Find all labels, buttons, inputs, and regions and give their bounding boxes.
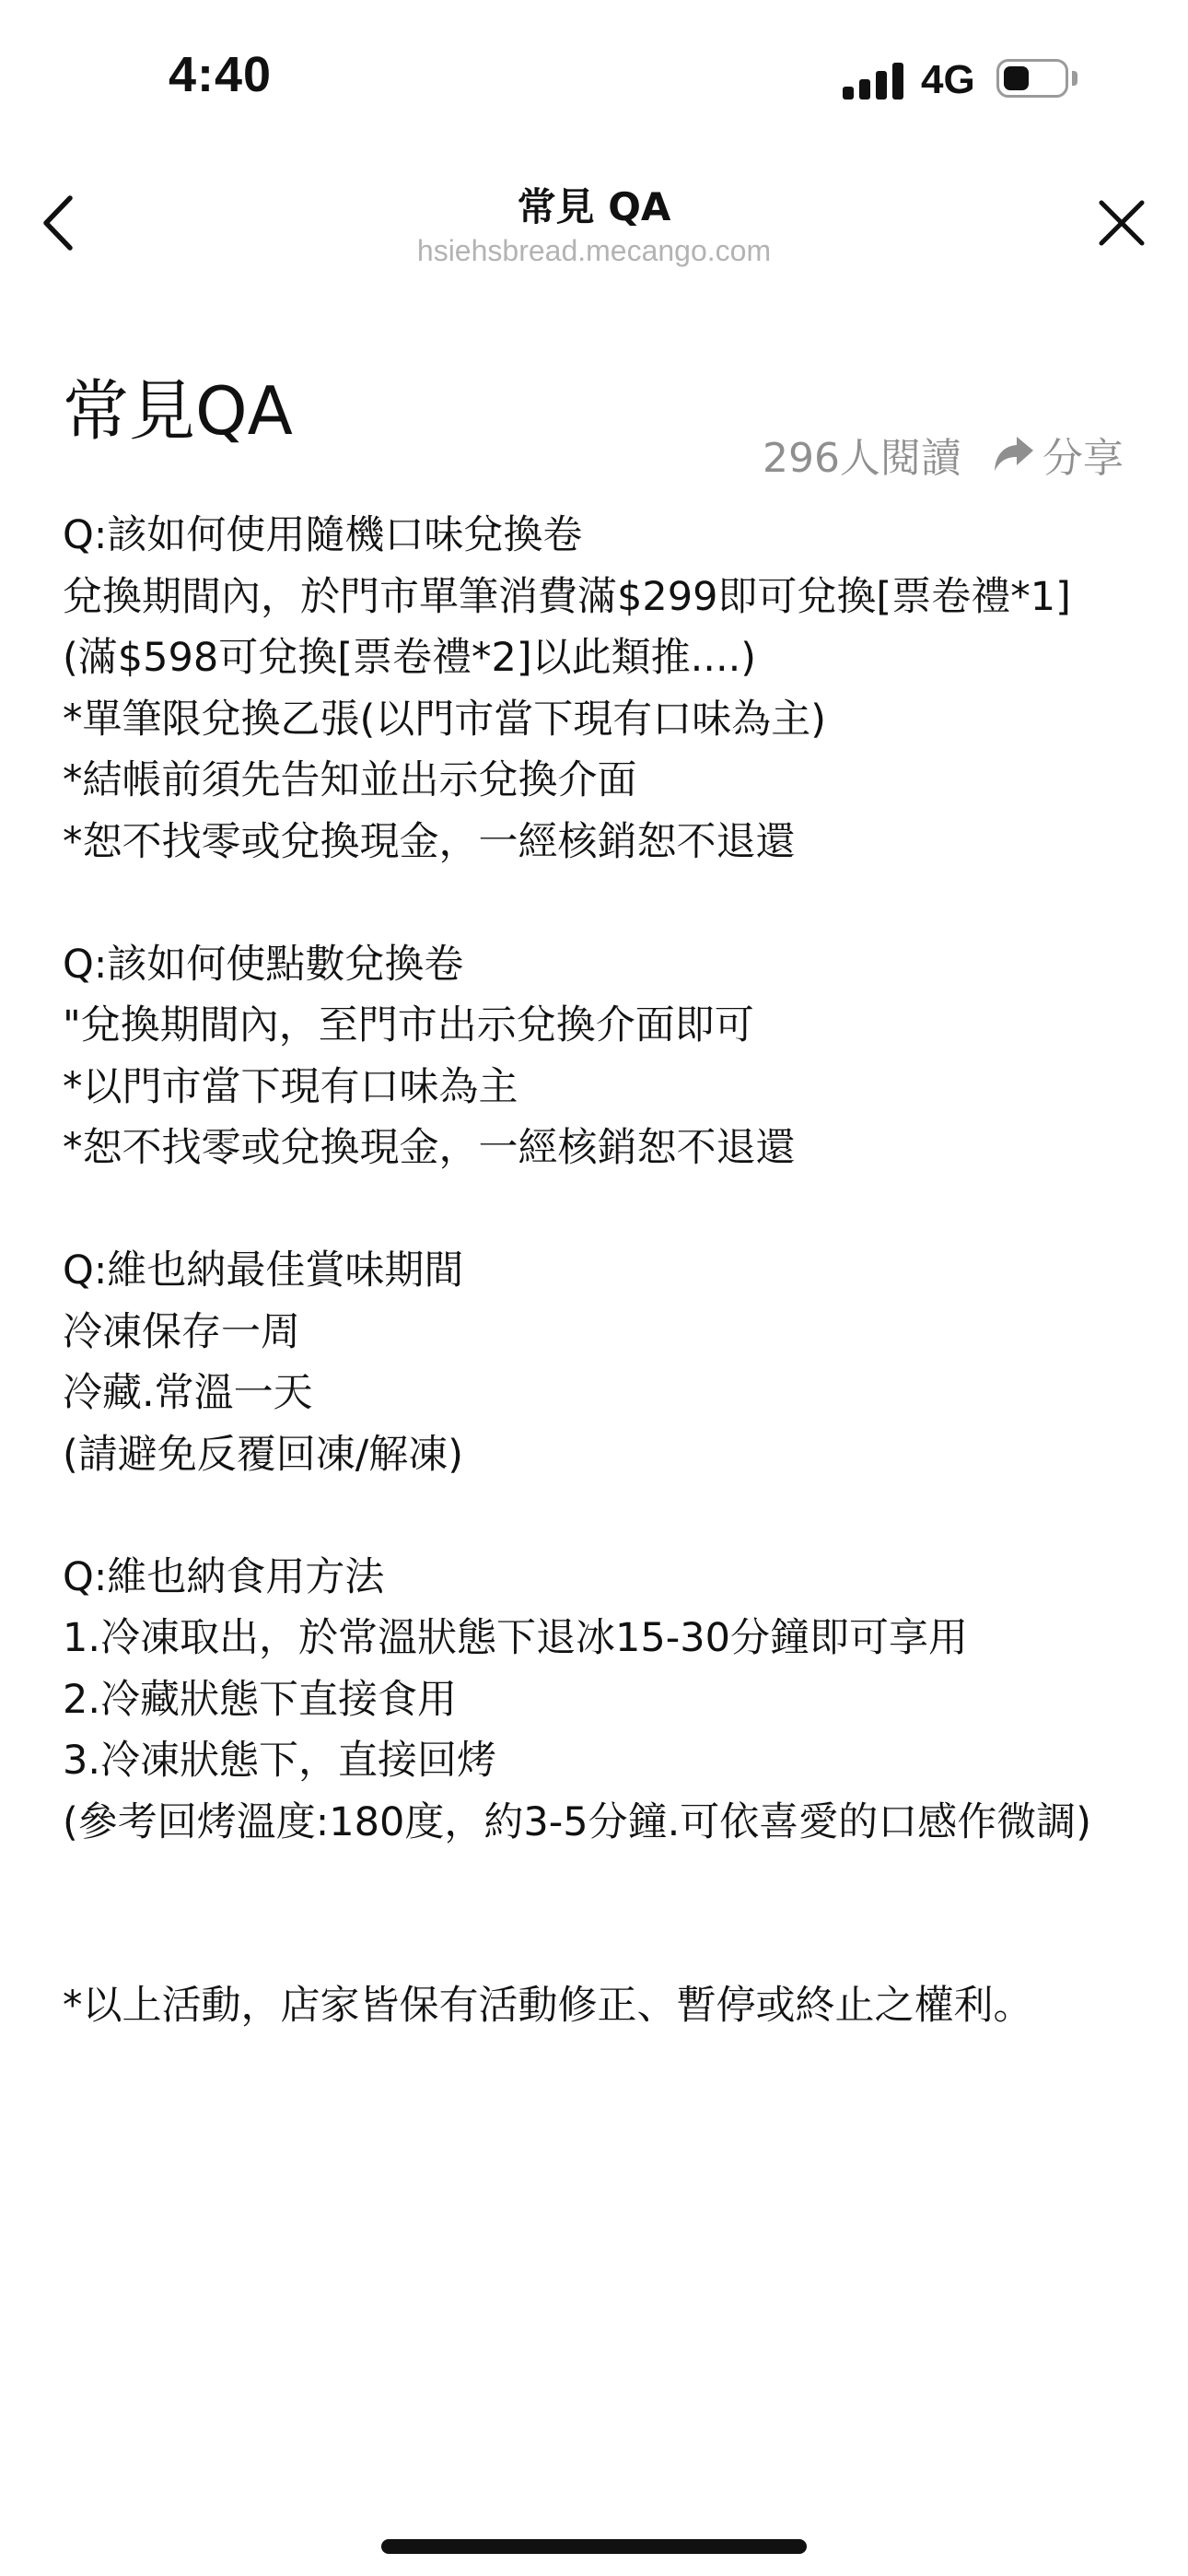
content-line: "兌換期間內，至門市出示兌換介面即可 bbox=[63, 1002, 754, 1048]
content-line: 兌換期間內，於門市單筆消費滿$299即可兌換[票卷禮*1] (滿$598可兌換[票卷禮*2]以此類推....) bbox=[63, 573, 1084, 681]
spacer bbox=[63, 1179, 1126, 1241]
spacer bbox=[63, 1853, 1126, 1975]
close-icon bbox=[1098, 199, 1146, 247]
spacer bbox=[63, 1485, 1126, 1547]
content-line: 1.冷凍取出，於常溫狀態下退冰15-30分鐘即可享用 bbox=[63, 1615, 968, 1661]
question-heading: Q:該如何使用隨機口味兌換卷 bbox=[63, 512, 583, 558]
content-line: 冷凍保存一周 bbox=[63, 1308, 300, 1355]
battery-icon bbox=[996, 59, 1068, 98]
content-line: 冷藏.常溫一天 bbox=[63, 1370, 313, 1416]
network-type: 4G bbox=[921, 57, 975, 102]
question-heading: Q:維也納食用方法 bbox=[63, 1553, 385, 1600]
cellular-signal-icon bbox=[843, 63, 903, 100]
content-line: 3.冷凍狀態下，直接回烤 bbox=[63, 1738, 497, 1784]
content-line: (參考回烤溫度:180度，約3-5分鐘.可依喜愛的口感作微調) bbox=[63, 1798, 1092, 1845]
question-heading: Q:該如何使點數兌換卷 bbox=[63, 941, 464, 988]
content-line: 2.冷藏狀態下直接食用 bbox=[63, 1676, 458, 1723]
close-button[interactable] bbox=[1087, 190, 1157, 256]
share-label: 分享 bbox=[1042, 435, 1124, 482]
content-line: *單筆限兌換乙張(以門市當下現有口味為主) bbox=[63, 696, 827, 743]
status-time: 4:40 bbox=[169, 47, 273, 102]
status-bar bbox=[0, 0, 1188, 157]
content-line: *恕不找零或兌換現金，一經核銷恕不退還 bbox=[63, 1125, 796, 1171]
footer-note: *以上活動，店家皆保有活動修正、暫停或終止之權利。 bbox=[63, 1983, 1033, 2029]
spacer bbox=[63, 872, 1126, 934]
chevron-left-icon bbox=[39, 194, 76, 252]
meta-row bbox=[763, 422, 1124, 486]
battery-cap bbox=[1072, 71, 1077, 86]
nav-title: 常見 QA bbox=[517, 184, 671, 229]
view-count: 296人閱讀 bbox=[763, 435, 961, 482]
page-title: 常見QA bbox=[63, 372, 293, 451]
nav-url: hsiehsbread.mecango.com bbox=[416, 234, 772, 267]
article-content bbox=[63, 505, 1126, 2037]
content-line: *結帳前須先告知並出示兌換介面 bbox=[63, 757, 637, 803]
question-heading: Q:維也納最佳賞味期間 bbox=[63, 1247, 464, 1294]
nav-bar bbox=[0, 157, 1188, 295]
content-line: *以門市當下現有口味為主 bbox=[63, 1063, 518, 1110]
share-button[interactable] bbox=[993, 425, 1124, 484]
content-line: *恕不找零或兌換現金，一經核銷恕不退還 bbox=[63, 818, 796, 865]
back-button[interactable] bbox=[28, 190, 87, 256]
share-arrow-icon bbox=[993, 436, 1035, 473]
home-indicator[interactable] bbox=[381, 2539, 807, 2554]
content-line: (請避免反覆回凍/解凍) bbox=[63, 1431, 464, 1478]
